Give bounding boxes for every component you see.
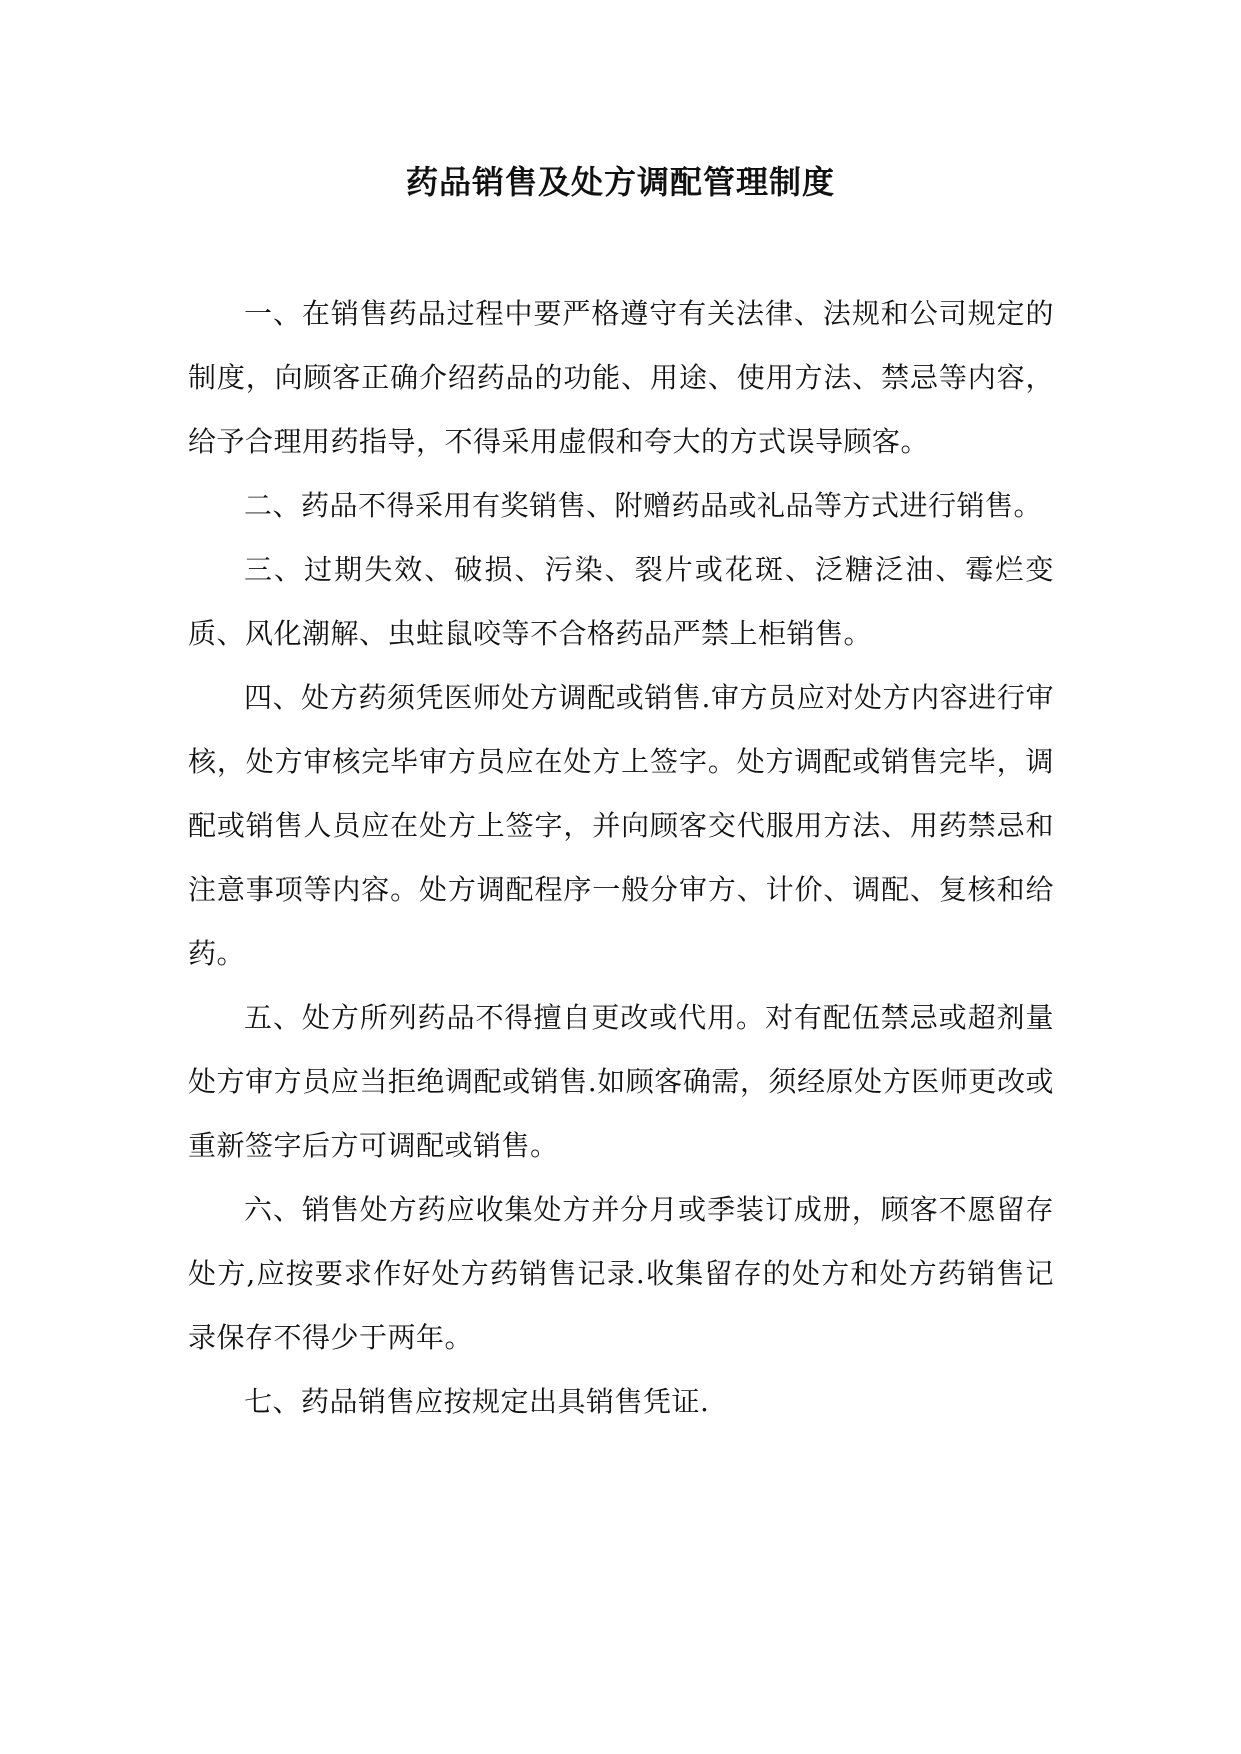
- paragraph-4: 四、处方药须凭医师处方调配或销售.审方员应对处方内容进行审核，处方审核完毕审方员应在处方上签字。处方调配或销售完毕，调配或销售人员应在处方上签字，并向顾客交代服用方法、用药禁忌和注意事项等内容。处方调配程序一般分审方、计价、调配、复核和给药。: [188, 681, 1054, 970]
- document-body: [188, 282, 1054, 1434]
- paragraph-5: 五、处方所列药品不得擅自更改或代用。对有配伍禁忌或超剂量处方审方员应当拒绝调配或销售.如顾客确需，须经原处方医师更改或重新签字后方可调配或销售。: [188, 1001, 1054, 1162]
- paragraph-2: 二、药品不得采用有奖销售、附赠药品或礼品等方式进行销售。: [244, 489, 1043, 522]
- paragraph-7: 七、药品销售应按规定出具销售凭证.: [244, 1385, 710, 1418]
- paragraph-6: 六、销售处方药应收集处方并分月或季装订成册，顾客不愿留存处方,应按要求作好处方药销售记录.收集留存的处方和处方药销售记录保存不得少于两年。: [188, 1193, 1054, 1354]
- document-title: 药品销售及处方调配管理制度: [405, 163, 835, 201]
- paragraph-1: 一、在销售药品过程中要严格遵守有关法律、法规和公司规定的制度，向顾客正确介绍药品的功能、用途、使用方法、禁忌等内容，给予合理用药指导，不得采用虚假和夸大的方式误导顾客。: [188, 297, 1054, 458]
- paragraph-3: 三、过期失效、破损、污染、裂片或花斑、泛糖泛油、霉烂变质、风化潮解、虫蛀鼠咬等不合格药品严禁上柜销售。: [188, 553, 1054, 650]
